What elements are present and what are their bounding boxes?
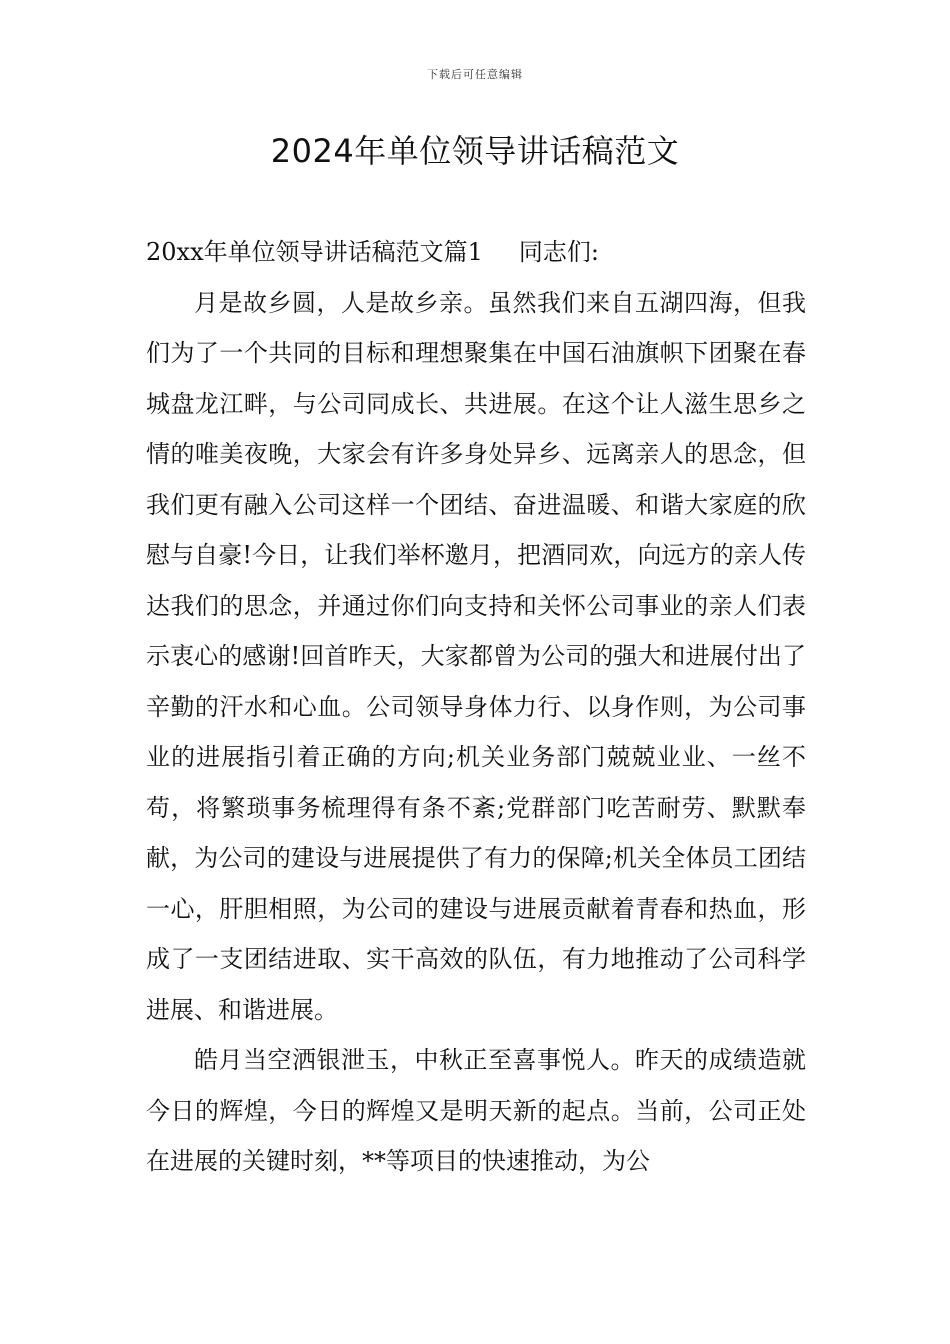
paragraph-2: 皓月当空洒银泄玉，中秋正至喜事悦人。昨天的成绩造就今日的辉煌，今日的辉煌又是明天新的起点。当前，公司正处在进展的关键时刻，**等项目的快速推动，为公	[146, 1046, 806, 1175]
article-label: 20xx年单位领导讲话稿范文篇1	[146, 238, 483, 266]
paragraph-1: 月是故乡圆，人是故乡亲。虽然我们来自五湖四海，但我们为了一个共同的目标和理想聚集在中国石油旗帜下团聚在春城盘龙江畔，与公司同成长、共进展。在这个让人滋生思乡之情的唯美夜晚，大家会有许多身处异乡、远离亲人的思念，但我们更有融入公司这样一个团结、奋进温暖、和谐大家庭的欣慰与自豪!今日，让我们举杯邀月，把酒同欢，向远方的亲人传达我们的思念，并通过你们向支持和关怀公司事业的亲人们表示衷心的感谢!回首昨天，大家都曾为公司的强大和进展付出了辛勤的汗水和心血。公司领导身体力行、以身作则，为公司事业的进展指引着正确的方向;机关业务部门兢兢业业、一丝不苟，将繁琐事务梳理得有条不紊;党群部门吃苦耐劳、默默奉献，为公司的建设与进展提供了有力的保障;机关全体员工团结一心，肝胆相照，为公司的建设与进展贡献着青春和热血，形成了一支团结进取、实干高效的队伍，有力地推动了公司科学进展、和谐进展。	[146, 288, 806, 1024]
document-title: 2024年单位领导讲话稿范文	[270, 132, 680, 170]
greeting: 同志们:	[518, 238, 599, 266]
document-body	[146, 227, 806, 1187]
header-note: 下载后可任意编辑	[427, 68, 523, 81]
intro-line	[146, 227, 806, 278]
